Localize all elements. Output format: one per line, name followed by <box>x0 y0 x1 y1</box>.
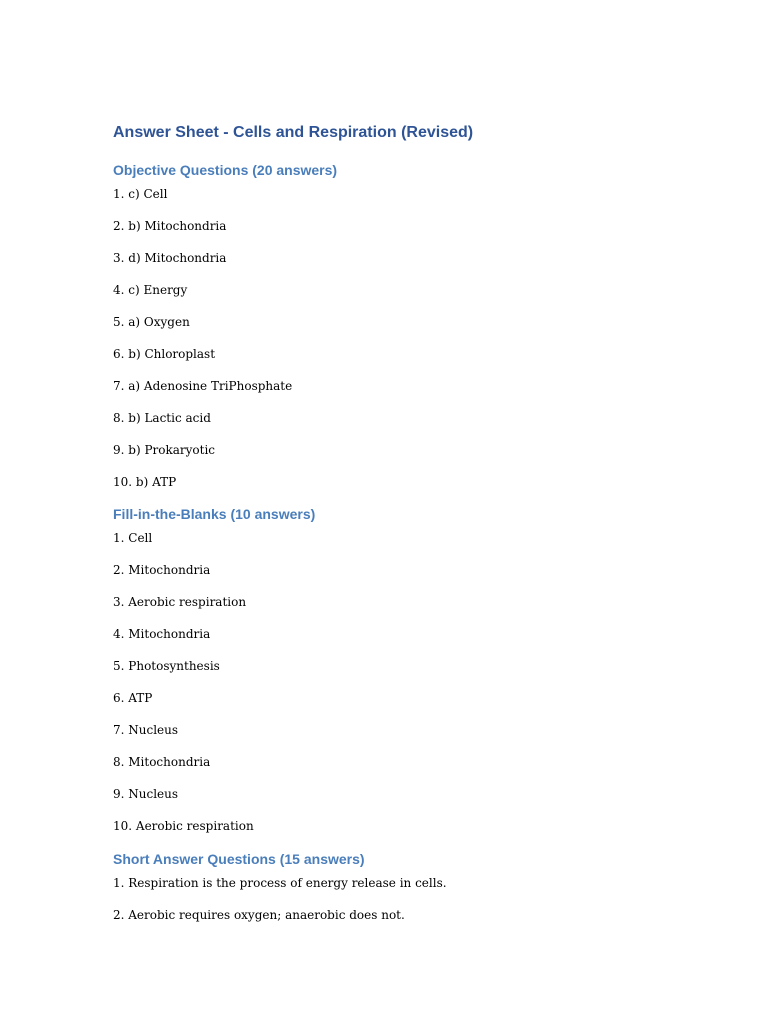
answer-item: 9. b) Prokaryotic <box>113 443 216 457</box>
answer-item: 10. b) ATP <box>113 475 177 489</box>
answer-item: 6. ATP <box>113 691 153 705</box>
section-heading-fill-in: Fill-in-the-Blanks (10 answers) <box>113 506 316 522</box>
answer-item: 1. Cell <box>113 531 153 545</box>
answer-item: 4. Mitochondria <box>113 627 211 641</box>
answer-item: 3. d) Mitochondria <box>113 251 227 265</box>
answer-item: 7. Nucleus <box>113 723 179 737</box>
answer-item: 8. b) Lactic acid <box>113 411 211 425</box>
section-heading-short-answer: Short Answer Questions (15 answers) <box>113 851 365 867</box>
answer-item: 10. Aerobic respiration <box>113 819 254 833</box>
answer-item: 5. a) Oxygen <box>113 315 190 329</box>
answer-item: 1. c) Cell <box>113 187 168 201</box>
section-heading-objective: Objective Questions (20 answers) <box>113 162 338 178</box>
answer-item: 9. Nucleus <box>113 787 179 801</box>
answer-item: 2. Mitochondria <box>113 563 211 577</box>
answer-item: 4. c) Energy <box>113 283 188 297</box>
answer-item: 5. Photosynthesis <box>113 659 220 673</box>
answer-item: 2. b) Mitochondria <box>113 219 227 233</box>
answer-item: 3. Aerobic respiration <box>113 595 247 609</box>
page-title: Answer Sheet - Cells and Respiration (Revised) <box>113 124 474 141</box>
answer-item: 1. Respiration is the process of energy release in cells. <box>113 876 447 890</box>
answer-item: 2. Aerobic requires oxygen; anaerobic does not. <box>113 908 405 922</box>
answer-item: 6. b) Chloroplast <box>113 347 216 361</box>
answer-item: 7. a) Adenosine TriPhosphate <box>113 379 293 393</box>
answer-item: 8. Mitochondria <box>113 755 211 769</box>
